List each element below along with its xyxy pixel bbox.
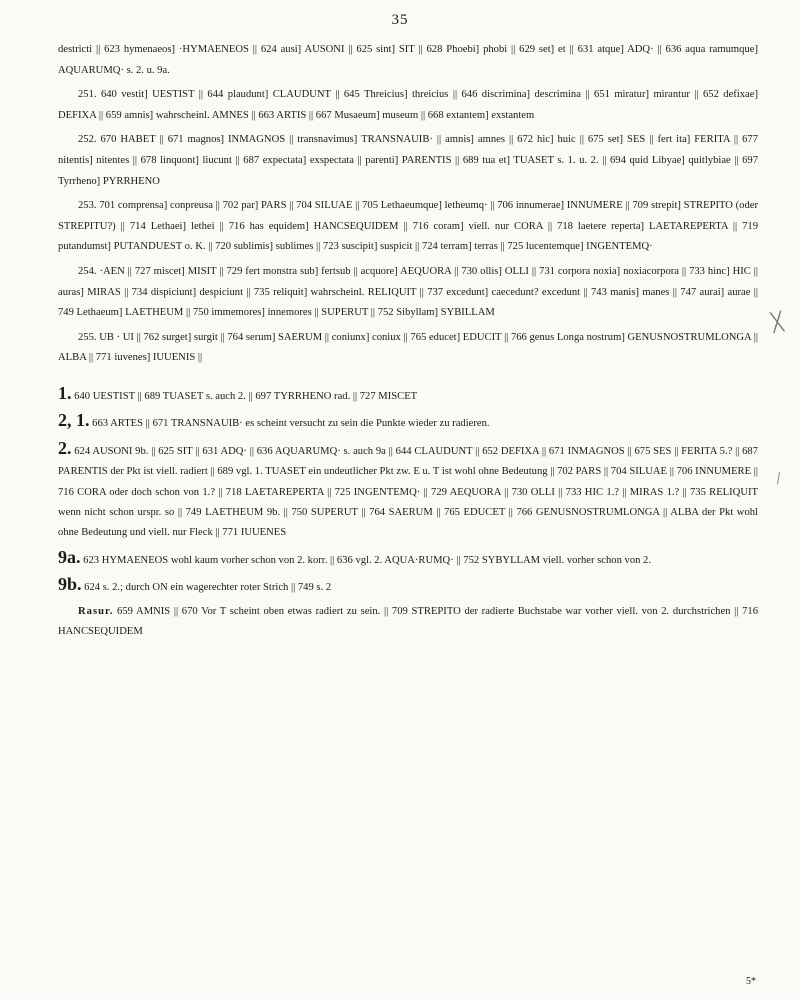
- text-paragraph: 253. 701 comprensa] conpreusa || 702 par] PARS || 704 SILUAE || 705 Lethaeumque] letheumq· || 706 innumerae] INNUMERE || 709 strepit] STREPITO (oder STREPITU?) || 714 Lethaei] lethei || 716 has equidem] HANCSEQUIDEM || 716 coram] viell. nur CORA || 718 laetere reperta] LAETAREPERTA || 719 putandumst] PUTANDUEST o. K. || 720 sublimis] sublimes || 723 suscipit] suspicit || 724 terram] terras || 725 lucentemque] INGENTEMQ·: [58, 200, 758, 253]
- footnote-lead: 2, 1.: [58, 410, 90, 431]
- text-paragraph: 251. 640 vestit] UESTIST || 644 plaudunt] CLAUDUNT || 645 Threicius] threicius || 646 discrimina] descrimina || 651 miratur] mirantur || 652 defixae] DEFIXA || 659 amnis] wahrscheinl. AMNES || 663 ARTIS || 667 Musaeum] museum || 668 extantem] exstantem: [58, 89, 758, 121]
- text-paragraph: 252. 670 HABET || 671 magnos] INMAGNOS || transnavimus] TRANSNAUIB· || amnis] amnes || 672 hic] huic || 675 set] SES || fert ita] FERITA || 677 nitentis] nitentes || 678 linquont] liucunt || 687 expectata] exspectata || parenti] PARENTIS || 689 tua et] TUASET s. 1. u. 2. || 694 quid Libyae] quitlybiae || 697 Tyrrheno] PYRRHENO: [58, 134, 758, 187]
- footnote-text: 623 HYMAENEOS wohl kaum vorher schon von 2. korr. || 636 vgl. 2. AQUA·RUMQ· || 752 SYBYLLAM viell. vorher schon von 2.: [83, 554, 652, 566]
- footnote-lead: 1.: [58, 382, 72, 403]
- footnote: [58, 602, 758, 643]
- footnote-text: 659 AMNIS || 670 Vor T scheint oben etwas radiert zu sein. || 709 STREPITO der radierte Buchstabe war vorher viell. von 2. durchstrichen || 716 HANCSEQUIDEM: [58, 605, 758, 637]
- footnote: [58, 438, 758, 544]
- footnote-text: 640 UESTIST || 689 TUASET s. auch 2. || 697 TYRRHENO rad. || 727 MISCET: [74, 390, 418, 402]
- text-paragraph: 255. UB · UI || 762 surget] surgit || 764 serum] SAERUM || coniunx] coniux || 765 educet] EDUCIT || 766 genus Longa nostrum] GENUSNOSTRUMLONGA || ALBA || 771 iuvenes] IUUENIS ||: [58, 331, 758, 364]
- footnote-lead: 9b.: [58, 574, 82, 595]
- footnote: [58, 410, 758, 434]
- footnote-lead: Rasur.: [78, 605, 114, 617]
- footnote: [58, 547, 758, 571]
- text-paragraph: 254. ·AEN || 727 miscet] MISIT || 729 fert monstra sub] fertsub || acquore] AEQUORA || 730 ollis] OLLI || 731 corpora noxia] noxiacorpora || 733 hinc] HIC || auras] MIRAS || 734 dispiciunt] despiciunt || 735 reliquit] wahrscheinl. RELIQUIT || 737 excedunt] caecedunt? excedunt || 743 manis] manes || 747 aurai] aurae || 749 Lethaeum] LAETHEUM || 750 immemores] innemores || SUPERUT || 752 Sibyllam] SYBILLAM: [58, 265, 758, 319]
- footnote: [58, 574, 758, 598]
- footnote-lead: 2.: [58, 437, 72, 458]
- footnote-text: 663 ARTES || 671 TRANSNAUIB· es scheint versucht zu sein die Punkte wieder zu radieren.: [92, 418, 490, 430]
- text-body: [58, 40, 758, 645]
- footnote-text: 624 AUSONI 9b. || 625 SIT || 631 ADQ· || 636 AQUARUMQ· s. auch 9a || 644 CLAUDUNT || 652 DEFIXA || 671 INMAGNOS || 675 SES || FERITA 5.? || 687 PARENTIS der Pkt ist viell. radiert || 689 vgl. 1. TUASET ein undeutlicher Pkt zw. E u. T ist wohl ohne Bedeutung || 702 PARS || 704 SILUAE || 706 INNUMERE || 716 CORA oder doch schon von 1.? || 718 LAETAREPERTA || 725 INGENTEMQ· || 729 AEQUORA || 730 OLLI || 733 HIC 1.? || MIRAS 1.? || 735 RELIQUIT wenn nicht schon urspr. so || 749 LAETHEUM 9b. || 750 SUPERUT || 764 SAERUM || 765 EDUCET || 766 GENUSNOSTRUMLONGA || ALBA der Pkt wohl ohne Bedeutung und viell. nur Fleck || 771 IUUENES: [58, 445, 758, 539]
- margin-pencil-mark: /: [774, 467, 783, 489]
- footnote-text: 624 s. 2.; durch ON ein wagerechter roter Strich || 749 s. 2: [84, 582, 332, 594]
- footnote-lead: 9a.: [58, 546, 81, 567]
- text-paragraph: destricti || 623 hymenaeos] ·HYMAENEOS || 624 ausi] AUSONI || 625 sint] SIT || 628 Phoebi] phobi || 629 set] et || 631 atque] ADQ· || 636 aqua ramumque] AQUARUMQ· s. 2. u. 9a.: [58, 44, 758, 76]
- margin-pencil-mark: ╳: [770, 311, 785, 333]
- signature-mark: 5*: [746, 976, 756, 987]
- footnote: [58, 383, 758, 407]
- page-number: 35: [391, 12, 409, 28]
